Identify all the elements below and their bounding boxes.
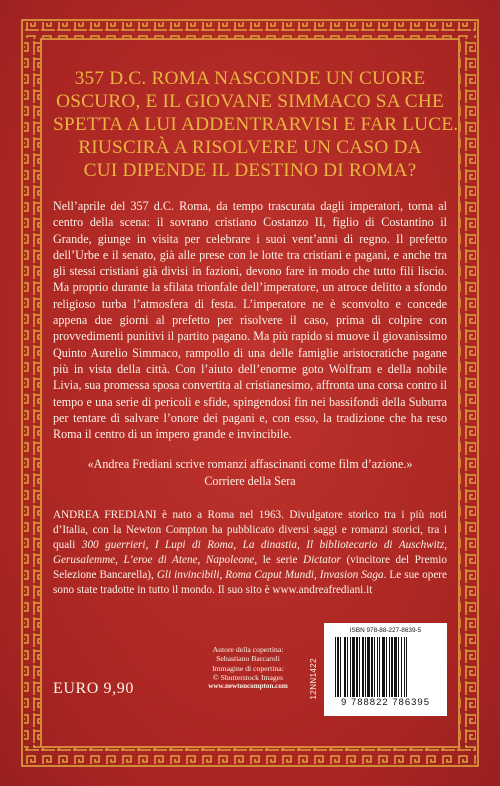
barcode-bar	[344, 637, 346, 697]
barcode-bar	[386, 637, 387, 697]
bio-sep: (vincitore del Premio Selezione Bancarella),	[53, 554, 448, 582]
headline-line: CUI DIPENDE IL DESTINO DI ROMA?	[83, 160, 417, 181]
barcode-bar	[340, 637, 341, 697]
barcode-bar	[367, 637, 370, 697]
quote-text: «Andrea Frediani scrive romanzi affascinanti come film d’azione.»	[87, 457, 413, 472]
bio-sep: ,	[115, 554, 124, 567]
barcode-bar	[389, 637, 390, 697]
barcode-number: 9 788822 786395	[341, 697, 430, 708]
barcode-bar	[335, 637, 336, 697]
bio-sep: ,	[296, 539, 307, 552]
bio-sep: , le serie	[254, 554, 303, 567]
book-title: 300 guerrieri	[81, 539, 146, 552]
bio-sep: ,	[197, 554, 206, 567]
barcode-area	[324, 623, 447, 716]
bio-sep: ,	[444, 539, 447, 552]
quote-source: Corriere della Sera	[204, 474, 296, 489]
isbn-label: ISBN 978-88-227-8639-5	[349, 627, 422, 634]
barcode-bar	[382, 637, 385, 697]
headline-line: OSCURO, E IL GIOVANE SIMMACO SA CHE	[56, 91, 444, 112]
barcode-bar	[406, 637, 407, 697]
barcode-bar	[377, 637, 378, 697]
headline	[53, 67, 459, 182]
barcode-bar	[347, 637, 348, 697]
book-title: La dinastia	[242, 539, 297, 552]
barcode-icon	[333, 637, 438, 699]
book-title: Dictator	[302, 554, 341, 567]
product-code: 12NN1422	[309, 658, 318, 700]
barcode-bar	[352, 637, 355, 697]
barcode-bar	[371, 637, 373, 697]
barcode-bar	[401, 637, 402, 697]
barcode-bar	[362, 637, 364, 697]
bio-sep: ,	[233, 539, 243, 552]
bio-sep: ,	[219, 569, 226, 582]
barcode-bar	[337, 637, 339, 697]
book-title: Roma Caput Mundi	[225, 569, 314, 582]
barcode-bar	[374, 637, 375, 697]
barcode-bar	[356, 637, 358, 697]
publisher-website: www.newtoncompton.com	[208, 682, 288, 691]
book-title: Il bibliotecario di Auschwitz	[306, 539, 445, 552]
credit-line: © Shutterstock Images	[212, 672, 284, 682]
bio-text: ANDREA FREDIANI è nato a Roma nel 1963. Divulgatore storico tra i più noti d’Italia, con la Newton Compton ha pubblicato diversi saggi e romanzi storici, tra i quali	[53, 509, 447, 552]
synopsis: Nell’aprile del 357 d.C. Roma, da tempo trascurata dagli imperatori, torna al centro della scena: il sovrano cristiano Costanzo II, figlio di Costantino il Grande, giunge in visita per celebrare i suoi vent’anni di regno. Il prefetto dell’Urbe e il senato, già alle prese con le lotte tra cristiani e pagani, e anche tra gli stessi cristiani già divisi in fazioni, devono fare in modo che tutto fili liscio. Ma proprio durante la sfilata trionfale dell’imperatore, un atroce delitto a sfondo religioso turba l’atmosfera di festa. L’imperatore ne è sconvolto e concede appena due giorni al prefetto per risolvere il caso, prima di colpire con provvedimenti punitivi il partito pagano. Ma più rapido si muove il giovanissimo Quinto Aurelio Simmaco, rampollo di una delle famiglie aristocratiche pagane più in vista della città. Con l’aiuto dell’enorme goto Wolfram e della nobile Livia, sua promessa sposa convertita al cristianesimo, affronta una corsa contro il tempo e una serie di pericoli e sfide, spingendosi fin nei bassifondi della Suburra per tentare di salvare l’onore dei pagani e, con esso, la tradizione che ha reso Roma il centro di un impero grande e invincibile.	[53, 199, 447, 442]
barcode-bar	[394, 637, 397, 697]
barcode-bar	[350, 637, 351, 697]
bio-sep: ,	[313, 569, 320, 582]
book-title: Napoleone	[205, 554, 255, 567]
book-title: Gli invincibili	[156, 569, 220, 582]
headline-line: 357 D.C. ROMA NASCONDE UN CUORE	[74, 68, 426, 89]
price-label: EURO 9,90	[53, 680, 134, 697]
cover-credits	[198, 645, 298, 691]
barcode-bar	[359, 637, 360, 697]
press-quote	[53, 456, 447, 490]
back-cover-footer	[53, 611, 447, 733]
content-panel	[53, 53, 459, 733]
author-bio	[53, 508, 447, 597]
book-title: L’eroe di Atene	[123, 554, 198, 567]
book-title: Invasion Saga	[319, 569, 384, 582]
headline-line: SPETTA A LUI ADDENTRARVISI E FAR LUCE.	[53, 114, 459, 135]
bio-text: . Le sue opere sono state tradotte in tutto il mondo. Il suo sito è www.andreafrediani.it	[53, 569, 447, 596]
book-title: I Lupi di Roma	[154, 539, 234, 552]
headline-line: RIUSCIRÀ A RISOLVERE UN CASO DA	[78, 137, 422, 158]
credit-line: Autore della copertina:	[212, 645, 284, 654]
barcode-bar	[404, 637, 405, 697]
credit-line: Immagine di copertina:	[212, 663, 284, 673]
credit-line: Sebastiano Barcaroli	[216, 654, 280, 664]
barcode-bar	[379, 637, 380, 697]
barcode-bar	[365, 637, 366, 697]
barcode-bar	[398, 637, 399, 697]
bio-sep: ,	[145, 539, 155, 552]
book-title: Gerusalemme	[53, 554, 116, 567]
barcode-bar	[391, 637, 393, 697]
